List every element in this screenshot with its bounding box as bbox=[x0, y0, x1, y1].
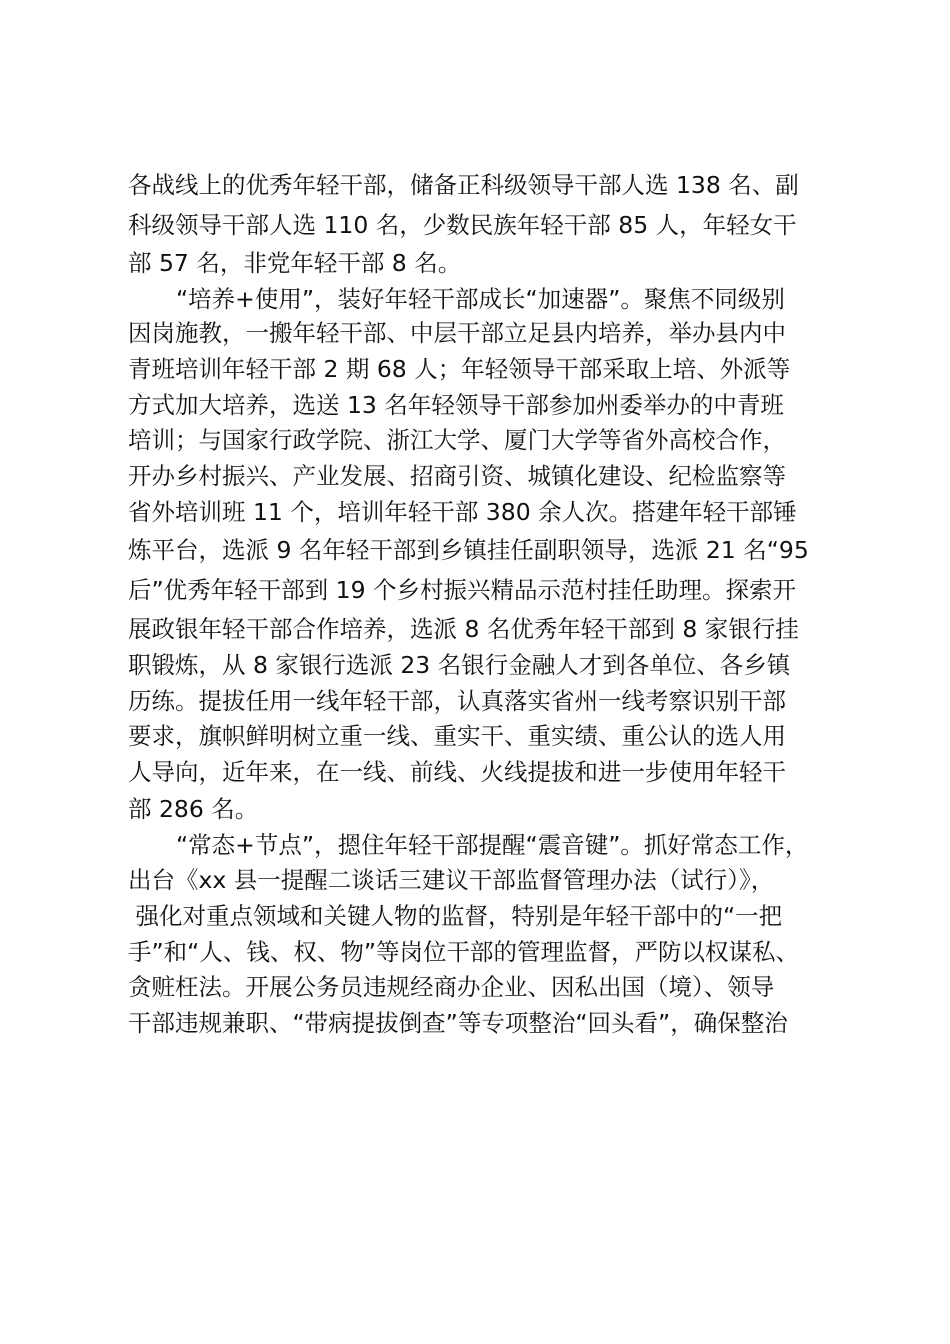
paragraph-line: 展政银年轻干部合作培养，选派 8 名优秀年轻干部到 8 家银行挂 bbox=[128, 614, 799, 643]
paragraph-line: 历练。提拔任用一线年轻干部，认真落实省州一线考察识别干部 bbox=[128, 686, 786, 715]
paragraph-line: 方式加大培养，选送 13 名年轻领导干部参加州委举办的中青班 bbox=[128, 390, 784, 419]
paragraph-line: 科级领导干部人选 110 名，少数民族年轻干部 85 人，年轻女干 bbox=[128, 211, 797, 239]
paragraph-line: “培养+使用”，装好年轻干部成长“加速器”。聚焦不同级别 bbox=[176, 285, 785, 313]
paragraph-line: 部 286 名。 bbox=[128, 794, 259, 823]
paragraph-line: 干部违规兼职、“带病提拔倒查”等专项整治“回头看”，确保整治 bbox=[128, 1009, 788, 1038]
paragraph-line: 强化对重点领域和关键人物的监督，特别是年轻干部中的“一把 bbox=[128, 901, 783, 930]
paragraph-line: 手”和“人、钱、权、物”等岗位干部的管理监督，严防以权谋私、 bbox=[128, 937, 800, 966]
paragraph-line: 出台《xx 县一提醒二谈话三建议干部监督管理办法（试行）》， bbox=[128, 865, 775, 894]
paragraph-line: 职锻炼，从 8 家银行选派 23 名银行金融人才到各单位、各乡镇 bbox=[128, 650, 791, 679]
paragraph-line: 人导向，近年来，在一线、前线、火线提拔和进一步使用年轻干 bbox=[128, 758, 786, 787]
paragraph-line: 开办乡村振兴、产业发展、招商引资、城镇化建设、纪检监察等 bbox=[128, 462, 786, 491]
paragraph-line: 要求，旗帜鲜明树立重一线、重实干、重实绩、重公认的选人用 bbox=[128, 722, 786, 751]
paragraph-line: 因岗施教，一搬年轻干部、中层干部立足县内培养，举办县内中 bbox=[128, 319, 786, 347]
document-body bbox=[128, 166, 838, 1042]
paragraph-line: “常态+节点”，摁住年轻干部提醒“震音键”。抓好常态工作， bbox=[176, 830, 809, 859]
paragraph-line: 省外培训班 11 个，培训年轻干部 380 余人次。搭建年轻干部锤 bbox=[128, 497, 797, 526]
paragraph-line: 炼平台，选派 9 名年轻干部到乡镇挂任副职领导，选派 21 名“95 bbox=[128, 535, 809, 564]
paragraph-line: 青班培训年轻干部 2 期 68 人；年轻领导干部采取上培、外派等 bbox=[128, 354, 791, 383]
paragraph-line: 各战线上的优秀年轻干部，储备正科级领导干部人选 138 名、副 bbox=[128, 171, 799, 199]
paragraph-line: 后”优秀年轻干部到 19 个乡村振兴精品示范村挂任助理。探索开 bbox=[128, 575, 797, 604]
paragraph-line: 部 57 名，非党年轻干部 8 名。 bbox=[128, 249, 462, 277]
paragraph-line: 培训；与国家行政学院、浙江大学、厦门大学等省外高校合作， bbox=[128, 426, 786, 455]
paragraph-line: 贪赃枉法。开展公务员违规经商办企业、因私出国（境）、领导 bbox=[128, 973, 775, 1002]
